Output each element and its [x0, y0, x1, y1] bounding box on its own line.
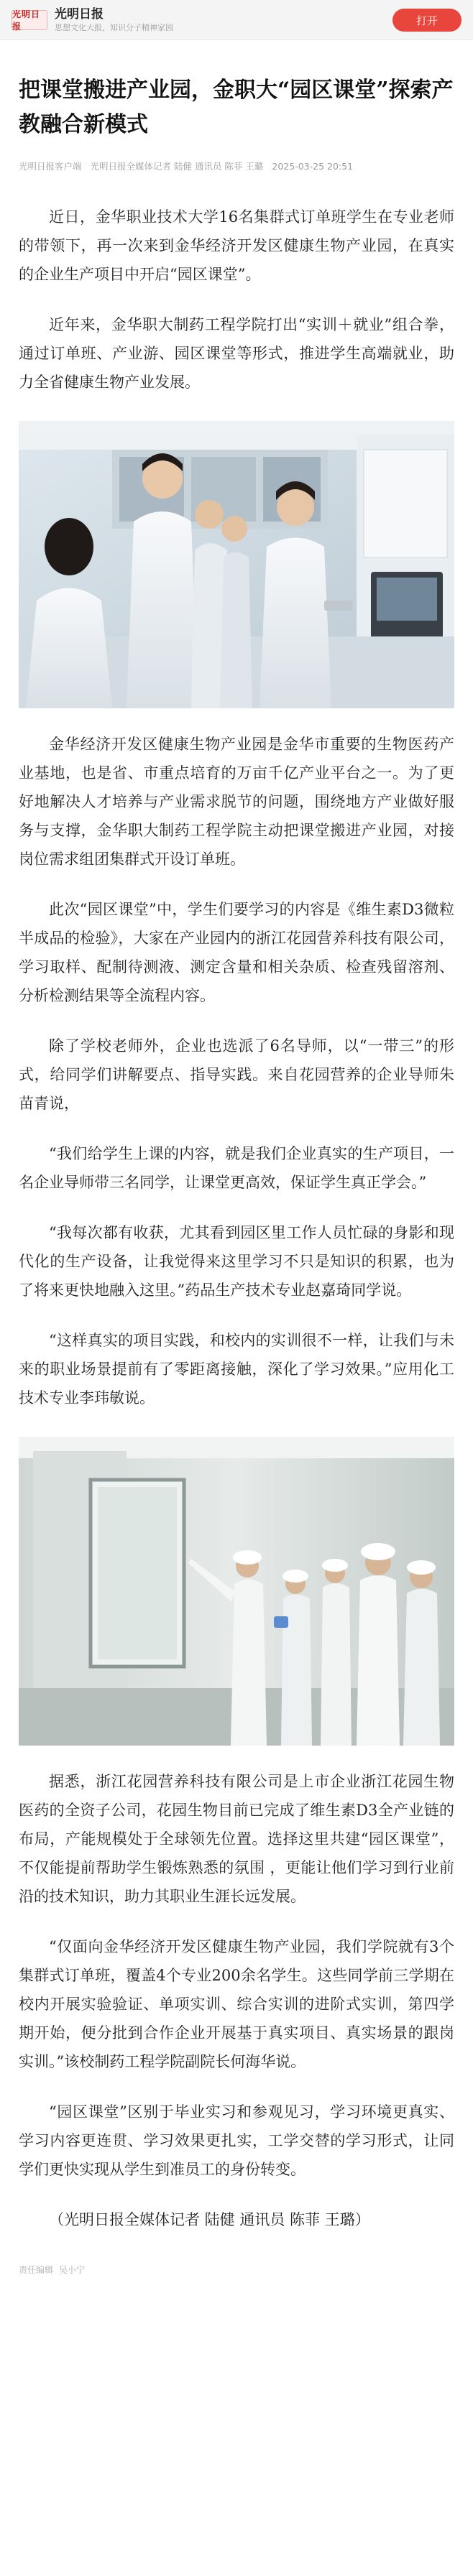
article-source: 光明日报客户端: [19, 161, 82, 172]
lab-photo[interactable]: [19, 421, 454, 708]
paragraph: “这样真实的项目实践，和校内的实训很不一样，让我们与未来的职业场景提前有了零距离接触，深化了学习效果。”应用化工技术专业李玮敏说。: [19, 1332, 454, 1407]
paragraph: 据悉，浙江花园营养科技有限公司是上市企业浙江花园生物医药的全资子公司，花园生物目前已完成了维生素D3全产业链的布局，产能规模处于全球领先位置。选择这里共建“园区课堂”，不仅能提前帮助学生锻炼熟悉的氛围 ，更能让他们学习到行业前沿的技术知识，助力其职业生涯长远发展。: [19, 1773, 454, 1905]
paragraph: “我每次都有收获，尤其看到园区里工作人员忙碌的身影和现代化的生产设备，让我觉得来这里学习不只是知识的积累，也为了将来更快地融入这里。”药品生产技术专业赵嘉琦同学说。: [19, 1224, 454, 1299]
article-body: [0, 73, 473, 2299]
article-authors: 光明日报全媒体记者 陆健 通讯员 陈菲 王璐: [90, 161, 264, 172]
editor-label: 责任编辑: [19, 2265, 54, 2275]
paragraph: “我们给学生上课的内容，就是我们企业真实的生产项目，一名企业导师带三名同学，让课堂更高效，保证学生真正学会。”: [19, 1145, 454, 1191]
paragraph: 此次“园区课堂”中，学生们要学习的内容是《维生素D3微粒半成品的检验》，大家在产业园内的浙江花园营养科技有限公司，学习取样、配制待测液、测定含量和相关杂质、检查残留溶剂、分析检测结果等全流程内容。: [19, 901, 454, 1004]
editor-name: 吴小宁: [58, 2265, 85, 2275]
corridor-visit-image: [19, 1437, 454, 1746]
guangming-logo[interactable]: [12, 10, 47, 30]
brand-name: 光明日报: [55, 6, 104, 22]
brand-block: [55, 6, 173, 34]
paragraph: 近日，金华职业技术大学16名集群式订单班学生在专业老师的带领下，再一次来到金华经济开发区健康生物产业园，在真实的企业生产项目中开启“园区课堂”。: [19, 208, 454, 283]
app-download-bar: [0, 0, 473, 40]
article-title: 把课堂搬进产业园，金职大“园区课堂”探索产教融合新模式: [19, 78, 454, 137]
editor-line: [19, 2263, 454, 2299]
brand-slogan: 思想文化大报，知识分子精神家园: [55, 22, 173, 32]
logo-text: 光明日报: [12, 9, 41, 32]
article-meta: [19, 159, 454, 174]
article-time: 2025-03-25 20:51: [272, 161, 354, 172]
paragraph: 金华经济开发区健康生物产业园是金华市重要的生物医药产业基地，也是省、市重点培育的万亩千亿产业平台之一。为了更好地解决人才培养与产业需求脱节的问题，围绕地方产业做好服务与支撑，金华职大制药工程学院主动把课堂搬进产业园，对接岗位需求组团集群式开设订单班。: [19, 736, 454, 868]
corridor-photo[interactable]: [19, 1437, 454, 1746]
lab-students-image: [19, 421, 454, 708]
paragraph: “园区课堂”区别于毕业实习和参观见习，学习环境更真实、学习内容更连贯、学习效果更扎实，工学交替的学习形式，让同学们更快实现从学生到准员工的身份转变。: [19, 2103, 454, 2178]
open-app-button[interactable]: 打开: [392, 9, 461, 32]
paragraph: 近年来，金华职大制药工程学院打出“实训＋就业”组合拳，通过订单班、产业游、园区课堂等形式，推进学生高端就业，助力全省健康生物产业发展。: [19, 316, 454, 391]
paragraph: “仅面向金华经济开发区健康生物产业园，我们学院就有3个集群式订单班，覆盖4个专业200余名学生。这些同学前三学期在校内开展实验验证、单项实训、综合实训的进阶式实训，第四学期开始，便分批到合作企业开展基于真实项目、真实场景的跟岗实训。”该校制药工程学院副院长何海华说。: [19, 1938, 454, 2070]
paragraph: 除了学校老师外，企业也选派了6名导师，以“一带三”的形式，给同学们讲解要点、指导实践。来自花园营养的企业导师朱苗青说，: [19, 1037, 454, 1112]
paragraph: （光明日报全媒体记者 陆健 通讯员 陈菲 王璐）: [49, 2211, 370, 2228]
